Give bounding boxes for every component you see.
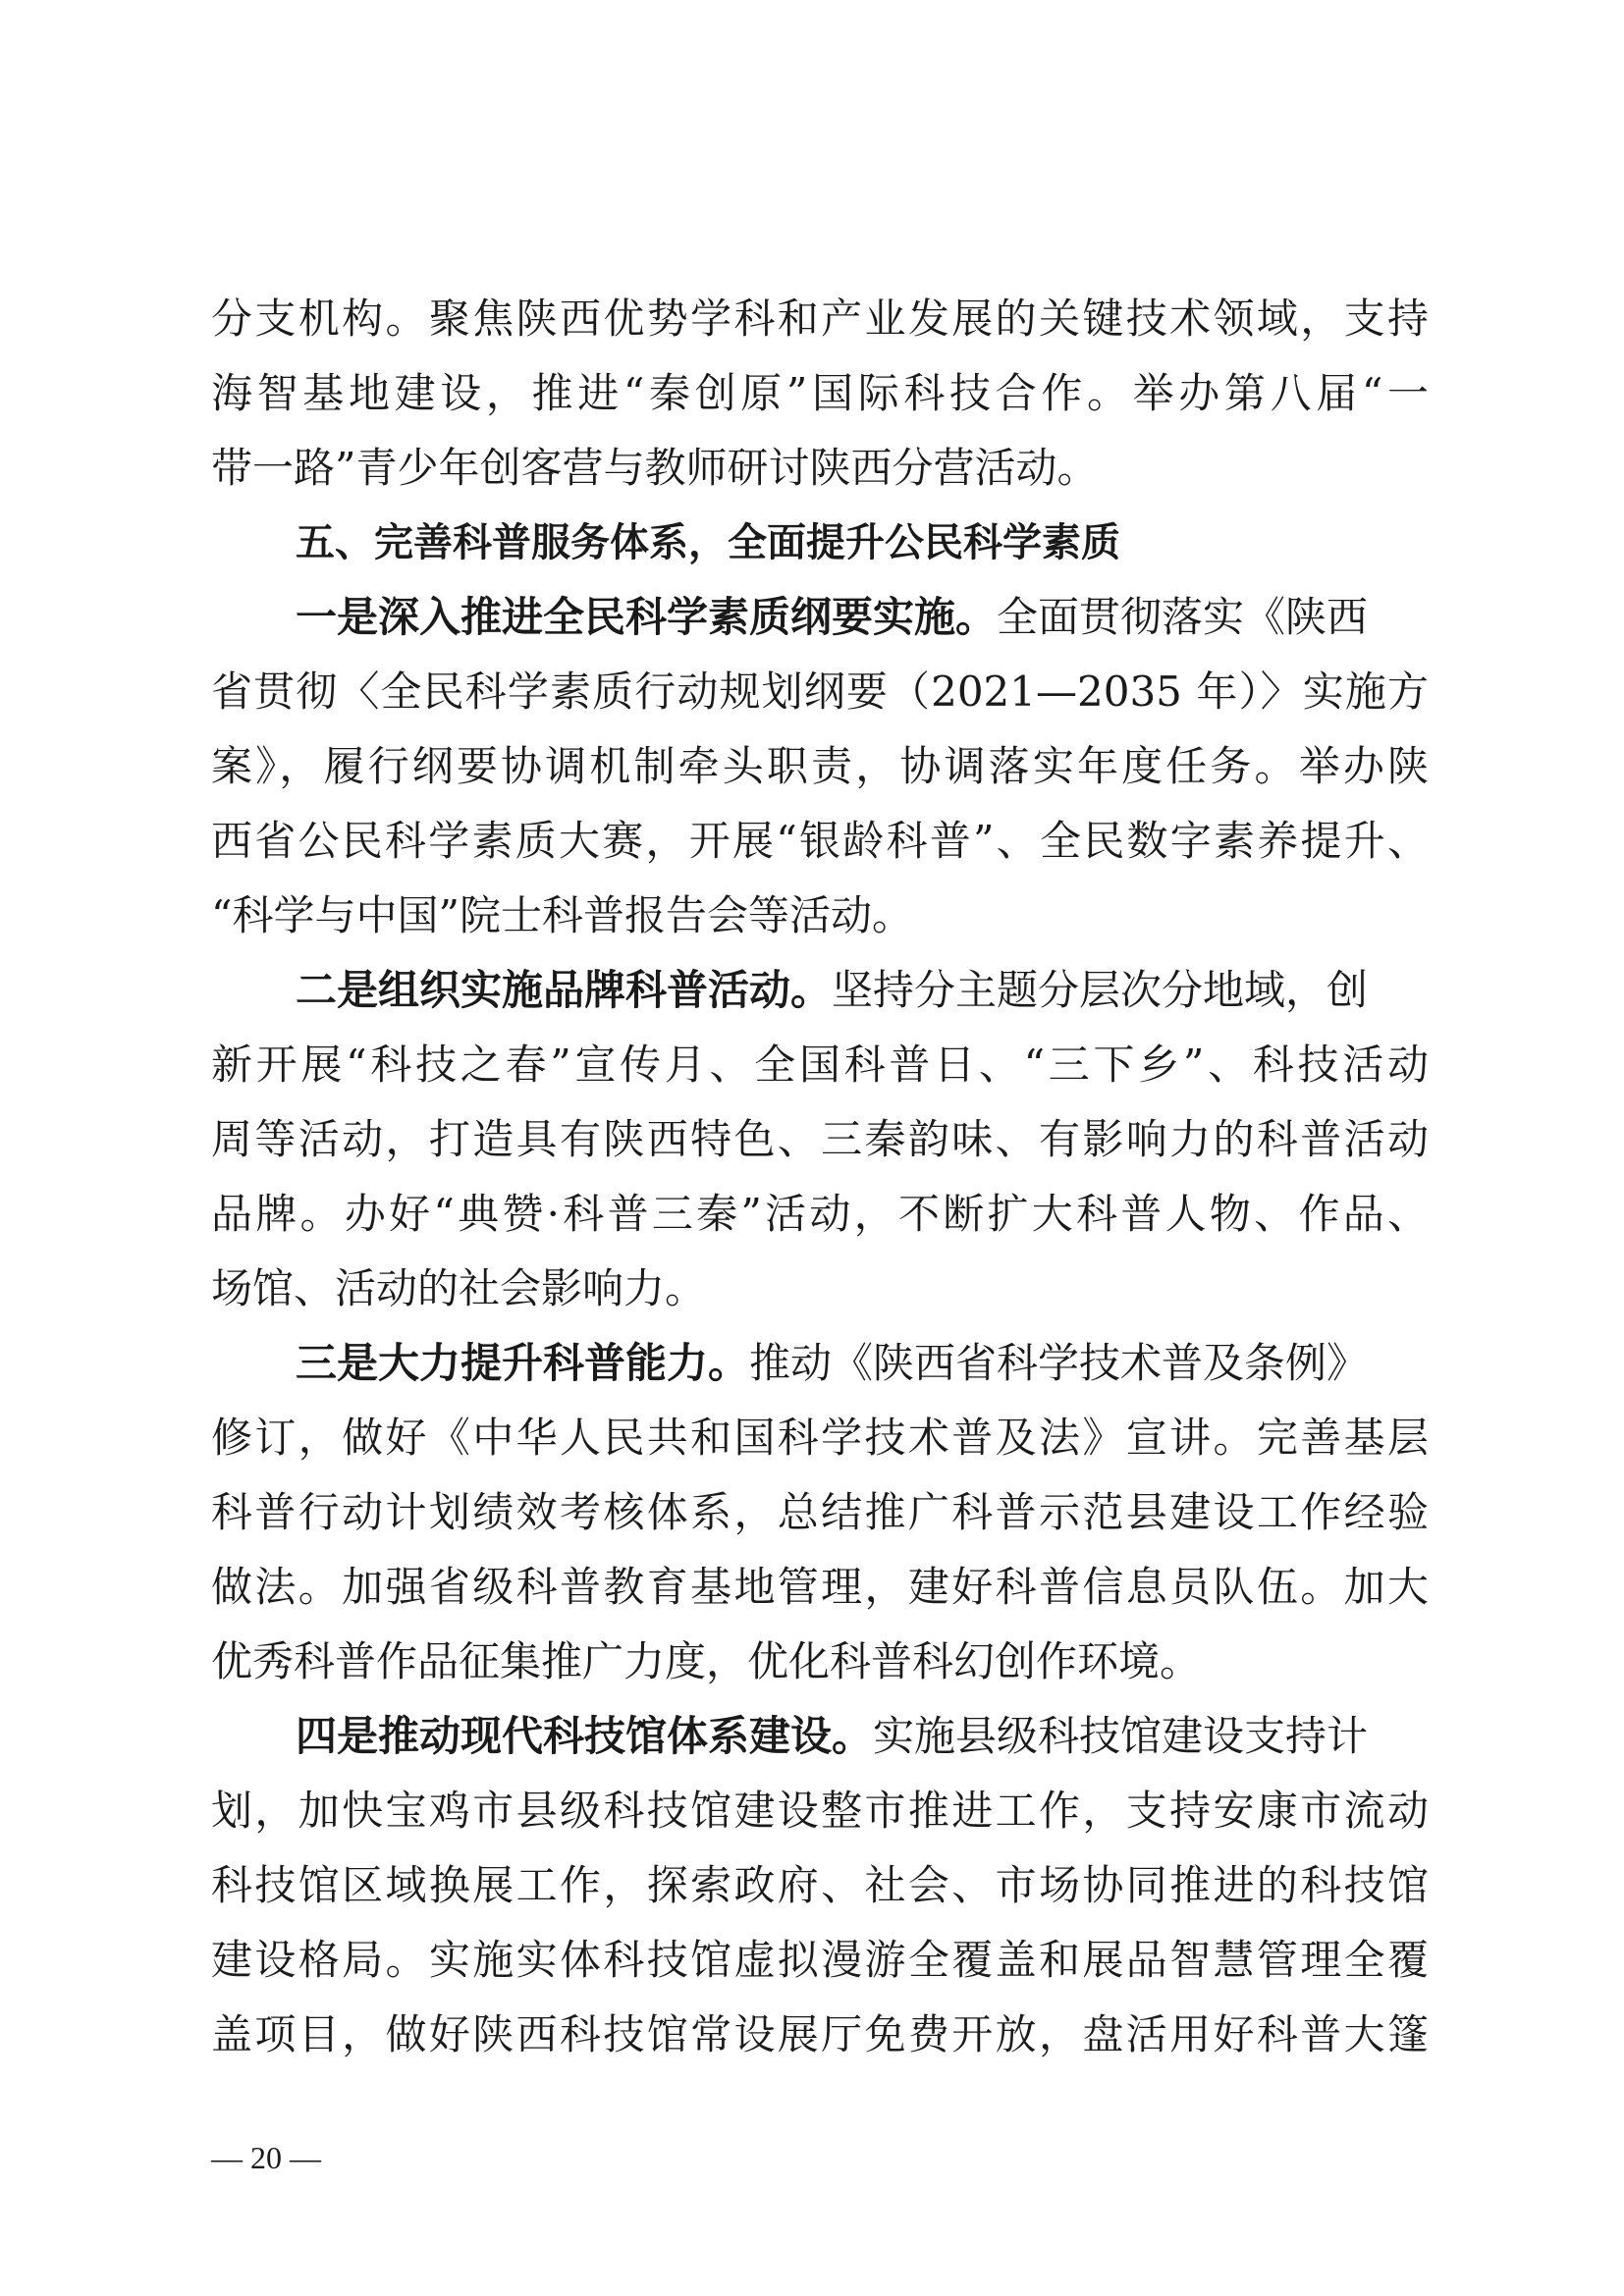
body-text: 坚持分主题分层次分地域，创 — [832, 966, 1369, 1014]
body-line: 优秀科普作品征集推广力度，优化科普科幻创作环境。 — [211, 1637, 1202, 1685]
paragraph-first-line — [296, 1334, 1429, 1393]
body-line: 带一路”青少年创客营与教师研讨陕西分营活动。 — [211, 444, 1099, 492]
body-line: 案》，履行纲要协调机制牵头职责，协调落实年度任务。举办陕 — [211, 742, 1429, 790]
body-line: 新开展“科技之春”宣传月、全国科普日、“三下乡”、科技活动 — [211, 1041, 1429, 1089]
body-line: 划，加快宝鸡市县级科技馆建设整市推进工作，支持安康市流动 — [211, 1787, 1429, 1835]
paragraph-first-line — [296, 1707, 1429, 1766]
paragraph-lead: 四是推动现代科技馆体系建设。 — [296, 1712, 874, 1760]
body-line: 科普行动计划绩效考核体系，总结推广科普示范县建设工作经验 — [211, 1488, 1429, 1536]
body-line: 省贯彻〈全民科学素质行动规划纲要（2021—2035 年）〉实施方 — [211, 667, 1429, 716]
paragraph-lead: 三是大力提升科普能力。 — [296, 1339, 750, 1387]
page-number: — 20 — — [211, 2140, 321, 2175]
paragraph-first-line — [296, 961, 1429, 1020]
section-heading: 五、完善科普服务体系，全面提升公民科学素质 — [296, 520, 1120, 565]
body-line: 建设格局。实施实体科技馆虚拟漫游全覆盖和展品智慧管理全覆 — [211, 1936, 1429, 1984]
body-line: 品牌。办好“典赞·科普三秦”活动，不断扩大科普人物、作品、 — [211, 1190, 1429, 1238]
paragraph-lead: 二是组织实施品牌科普活动。 — [296, 966, 833, 1014]
body-text: 实施县级科技馆建设支持计 — [873, 1712, 1369, 1760]
body-line: 周等活动，打造具有陕西特色、三秦韵味、有影响力的科普活动 — [211, 1115, 1429, 1163]
body-line: 分支机构。聚焦陕西优势学科和产业发展的关键技术领域，支持 — [211, 294, 1429, 343]
body-line: 西省公民科学素质大赛，开展“银龄科普”、全民数字素养提升、 — [211, 817, 1429, 865]
paragraph-lead: 一是深入推进全民科学素质纲要实施。 — [296, 593, 998, 641]
body-line: 修订，做好《中华人民共和国科学技术普及法》宣讲。完善基层 — [211, 1414, 1429, 1462]
body-line: 海智基地建设，推进“秦创原”国际科技合作。举办第八届“一 — [211, 369, 1429, 417]
body-text: 全面贯彻落实《陕西 — [997, 593, 1369, 641]
paragraph-first-line — [296, 588, 1429, 647]
body-line: 做法。加强省级科普教育基地管理，建好科普信息员队伍。加大 — [211, 1563, 1429, 1611]
body-line: 盖项目，做好陕西科技馆常设展厅免费开放，盘活用好科普大篷 — [211, 2010, 1429, 2058]
body-line: 场馆、活动的社会影响力。 — [211, 1264, 707, 1312]
body-text: 推动《陕西省科学技术普及条例》 — [749, 1339, 1369, 1387]
body-line: “科学与中国”院士科普报告会等活动。 — [211, 891, 913, 939]
body-line: 科技馆区域换展工作，探索政府、社会、市场协同推进的科技馆 — [211, 1861, 1429, 1909]
